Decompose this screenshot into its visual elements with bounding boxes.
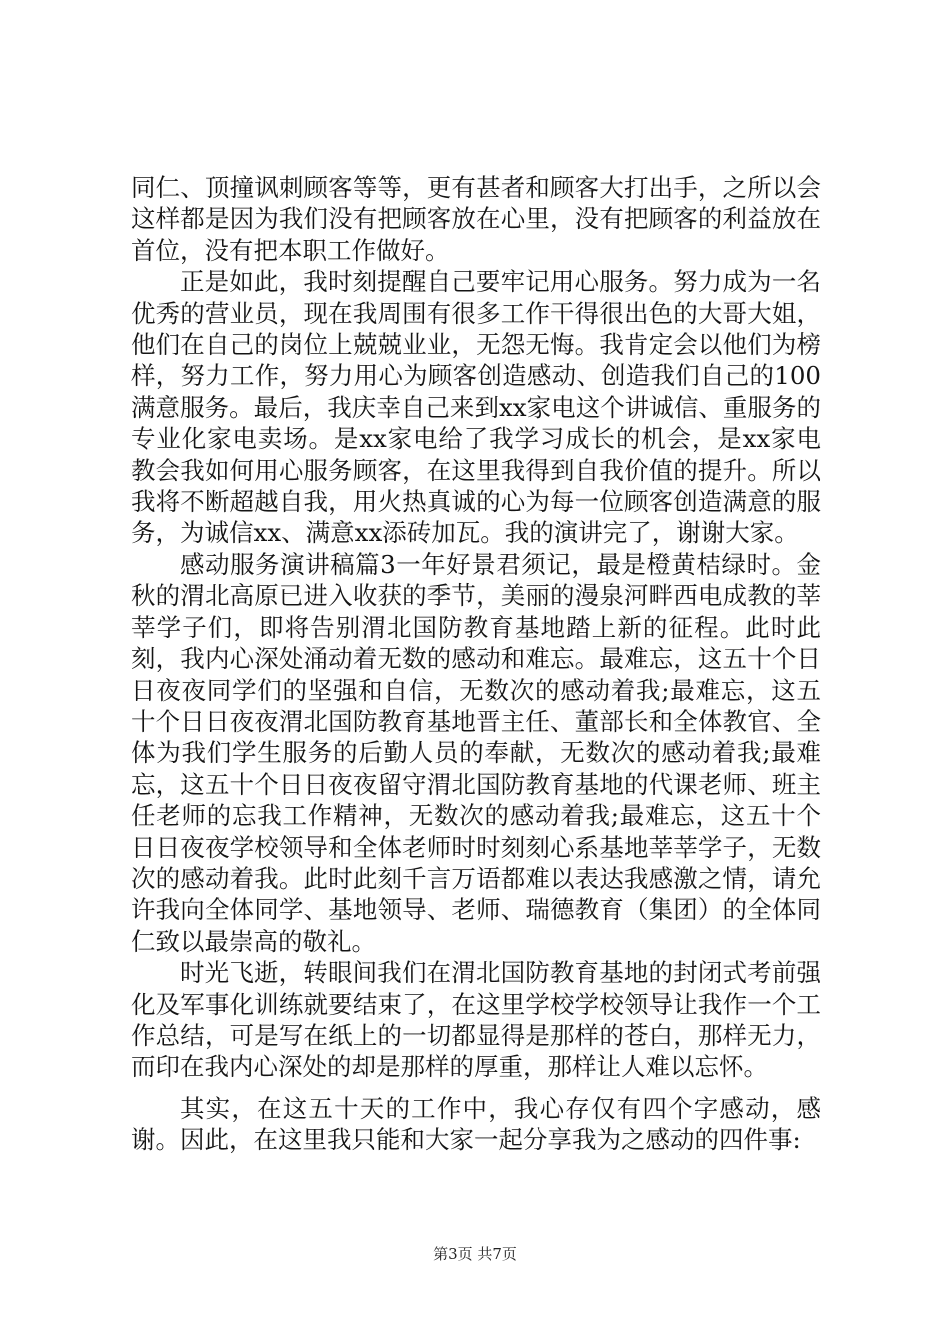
paragraph: 感动服务演讲稿篇3一年好景君须记，最是橙黄桔绿时。金秋的渭北高原已进入收获的季节，美丽的漫泉河畔西电成教的莘莘学子们，即将告别渭北国防教育基地踏上新的征程。此时此刻，我内心深处涌动着无数的感动和难忘。最难忘，这五十个日日夜夜同学们的坚强和自信，无数次的感动着我;最难忘，这五十个日日夜夜渭北国防教育基地晋主任、董部长和全体教官、全体为我们学生服务的后勤人员的奉献，无数次的感动着我;最难忘，这五十个日日夜夜留守渭北国防教育基地的代课老师、班主任老师的忘我工作精神，无数次的感动着我;最难忘，这五十个日日夜夜学校领导和全体老师时时刻刻心系基地莘莘学子，无数次的感动着我。此时此刻千言万语都难以表达我感激之情，请允许我向全体同学、基地领导、老师、瑞德教育（集团）的全体同仁致以最崇高的敬礼。	[131, 549, 821, 956]
paragraph: 时光飞逝，转眼间我们在渭北国防教育基地的封闭式考前强化及军事化训练就要结束了，在这里学校学校领导让我作一个工作总结，可是写在纸上的一切都显得是那样的苍白，那样无力，而印在我内心深处的却是那样的厚重，那样让人难以忘怀。	[131, 958, 821, 1082]
paragraph: 其实，在这五十天的工作中，我心存仅有四个字感动，感谢。因此，在这里我只能和大家一起分享我为之感动的四件事:	[131, 1093, 821, 1155]
document-body	[131, 172, 821, 1156]
paragraph: 正是如此，我时刻提醒自己要牢记用心服务。努力成为一名优秀的营业员，现在我周围有很多工作干得很出色的大哥大姐，他们在自己的岗位上兢兢业业，无怨无悔。我肯定会以他们为榜样，努力工作，努力用心为顾客创造感动、创造我们自己的100满意服务。最后，我庆幸自己来到xx家电这个讲诚信、重服务的专业化家电卖场。是xx家电给了我学习成长的机会，是xx家电教会我如何用心服务顾客，在这里我得到自我价值的提升。所以我将不断超越自我，用火热真诚的心为每一位顾客创造满意的服务，为诚信xx、满意xx添砖加瓦。我的演讲完了，谢谢大家。	[131, 267, 821, 548]
paragraph: 同仁、顶撞讽刺顾客等等，更有甚者和顾客大打出手，之所以会这样都是因为我们没有把顾客放在心里，没有把顾客的利益放在首位，没有把本职工作做好。	[131, 173, 821, 265]
page-number-footer: 第3页 共7页	[433, 1245, 517, 1263]
